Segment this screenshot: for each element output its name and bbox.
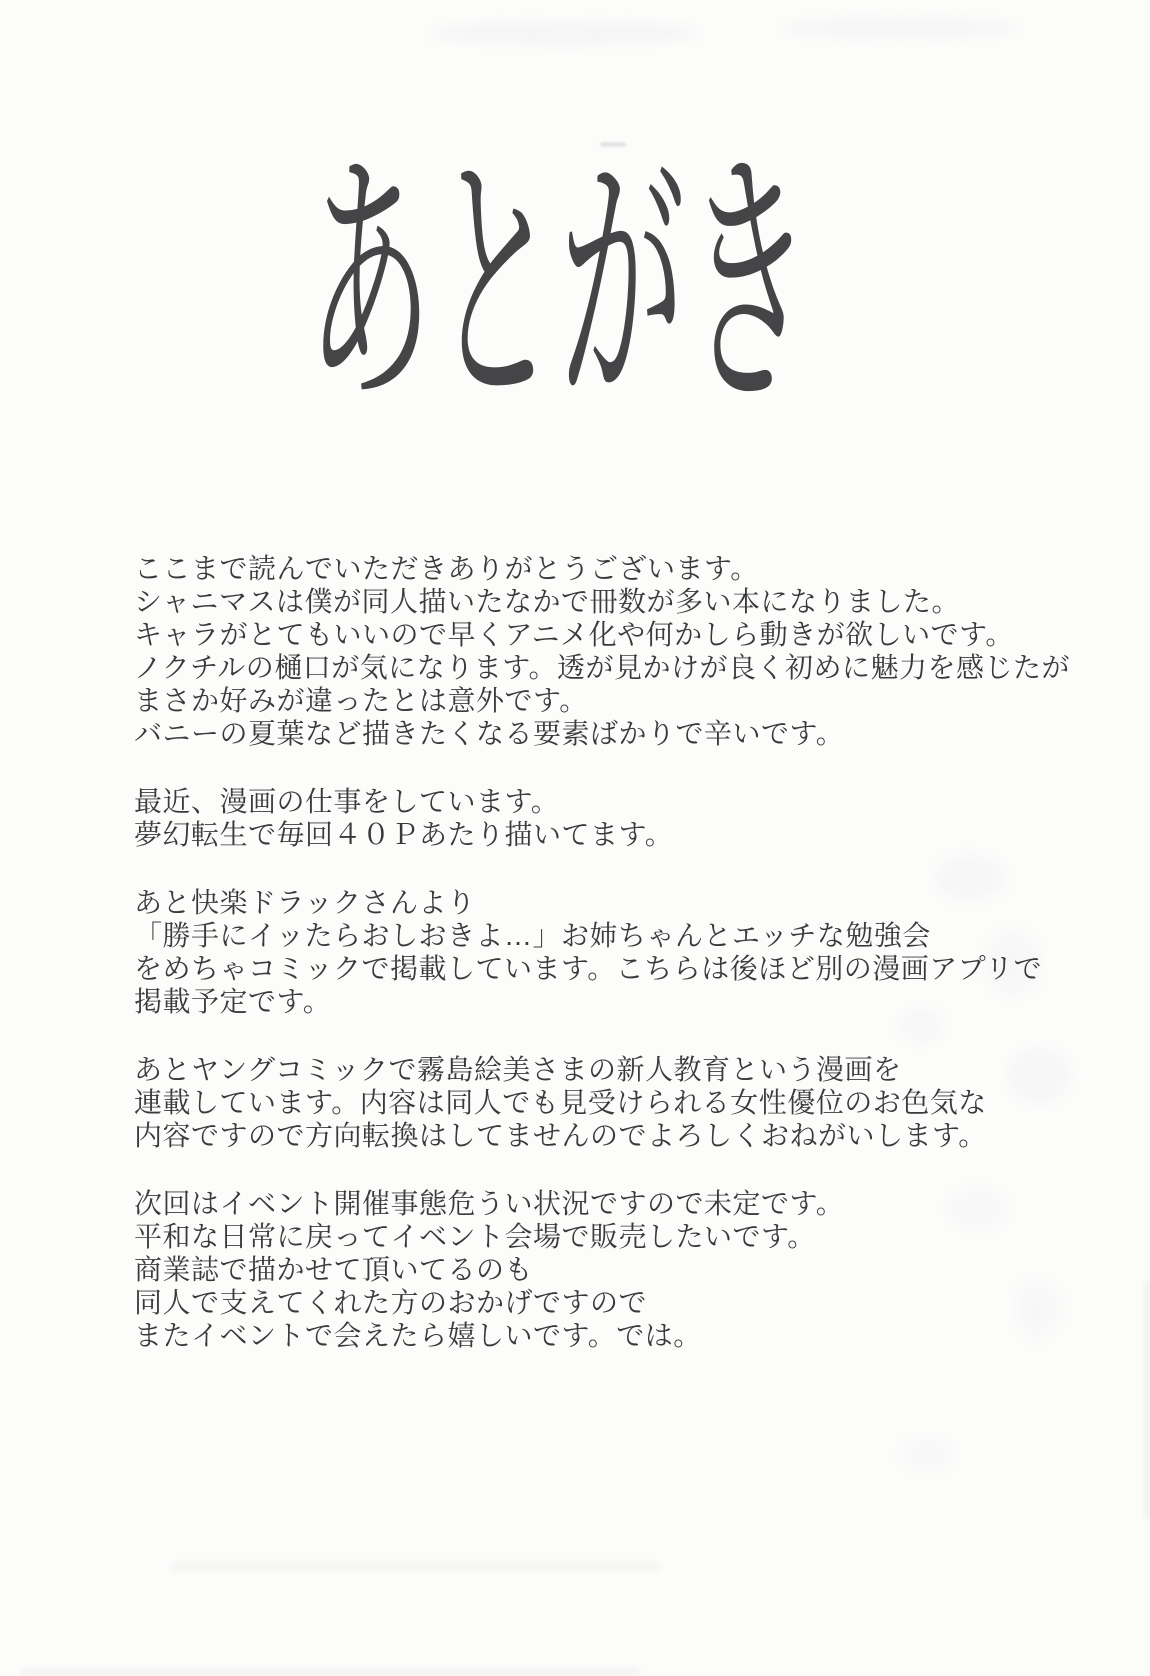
body-line: またイベントで会えたら嬉しいです。では。 — [134, 1320, 702, 1351]
paragraph — [134, 1053, 1070, 1152]
body-line: 同人で支えてくれた方のおかげですので — [134, 1287, 648, 1318]
body-line: シャニマスは僕が同人描いたなかで冊数が多い本になりました。 — [134, 586, 960, 617]
scan-artifact — [780, 18, 1020, 38]
scan-artifact — [20, 1668, 640, 1676]
body-line: 「勝手にイッたらおしおきよ…」お姉ちゃんとエッチな勉強会 — [134, 920, 931, 951]
scan-artifact — [1144, 1280, 1150, 1520]
body-line: あと快楽ドラックさんより — [134, 887, 476, 918]
paragraph — [134, 886, 1070, 1018]
scan-artifact — [900, 1438, 955, 1470]
body-line: 連載しています。内容は同人でも見受けられる女性優位のお色気な — [134, 1087, 987, 1118]
body-line: 次回はイベント開催事態危うい状況ですので未定です。 — [134, 1188, 845, 1219]
afterword-text — [134, 552, 1070, 1387]
body-line: キャラがとてもいいので早くアニメ化や何かしら動きが欲しいです。 — [134, 619, 1014, 650]
body-line: ノクチルの樋口が気になります。透が見かけが良く初めに魅力を感じたが — [134, 652, 1071, 683]
paragraph — [134, 785, 1070, 851]
body-line: 夢幻転生で毎回４０Ｐあたり描いてます。 — [134, 819, 674, 850]
body-line: 内容ですので方向転換はしてませんのでよろしくおねがいします。 — [134, 1120, 987, 1151]
body-line: 最近、漫画の仕事をしています。 — [134, 786, 560, 817]
body-line: 掲載予定です。 — [134, 986, 332, 1017]
scan-artifact — [430, 22, 700, 44]
body-line: あとヤングコミックで霧島絵美さまの新人教育という漫画を — [134, 1054, 902, 1085]
body-line: をめちゃコミックで掲載しています。こちらは後ほど別の漫画アプリで — [134, 953, 1043, 984]
page-title: あとがき — [307, 127, 813, 443]
body-line: 商業誌で描かせて頂いてるのも — [134, 1254, 534, 1285]
body-line: まさか好みが違ったとは意外です。 — [134, 685, 588, 716]
body-line: バニーの夏葉など描きたくなる要素ばかりで辛いです。 — [134, 718, 845, 749]
paragraph — [134, 552, 1070, 750]
paragraph — [134, 1187, 1070, 1352]
body-line: ここまで読んでいただきありがとうございます。 — [134, 553, 759, 584]
body-line: 平和な日常に戻ってイベント会場で販売したいです。 — [134, 1221, 816, 1252]
scan-artifact — [170, 1562, 660, 1571]
